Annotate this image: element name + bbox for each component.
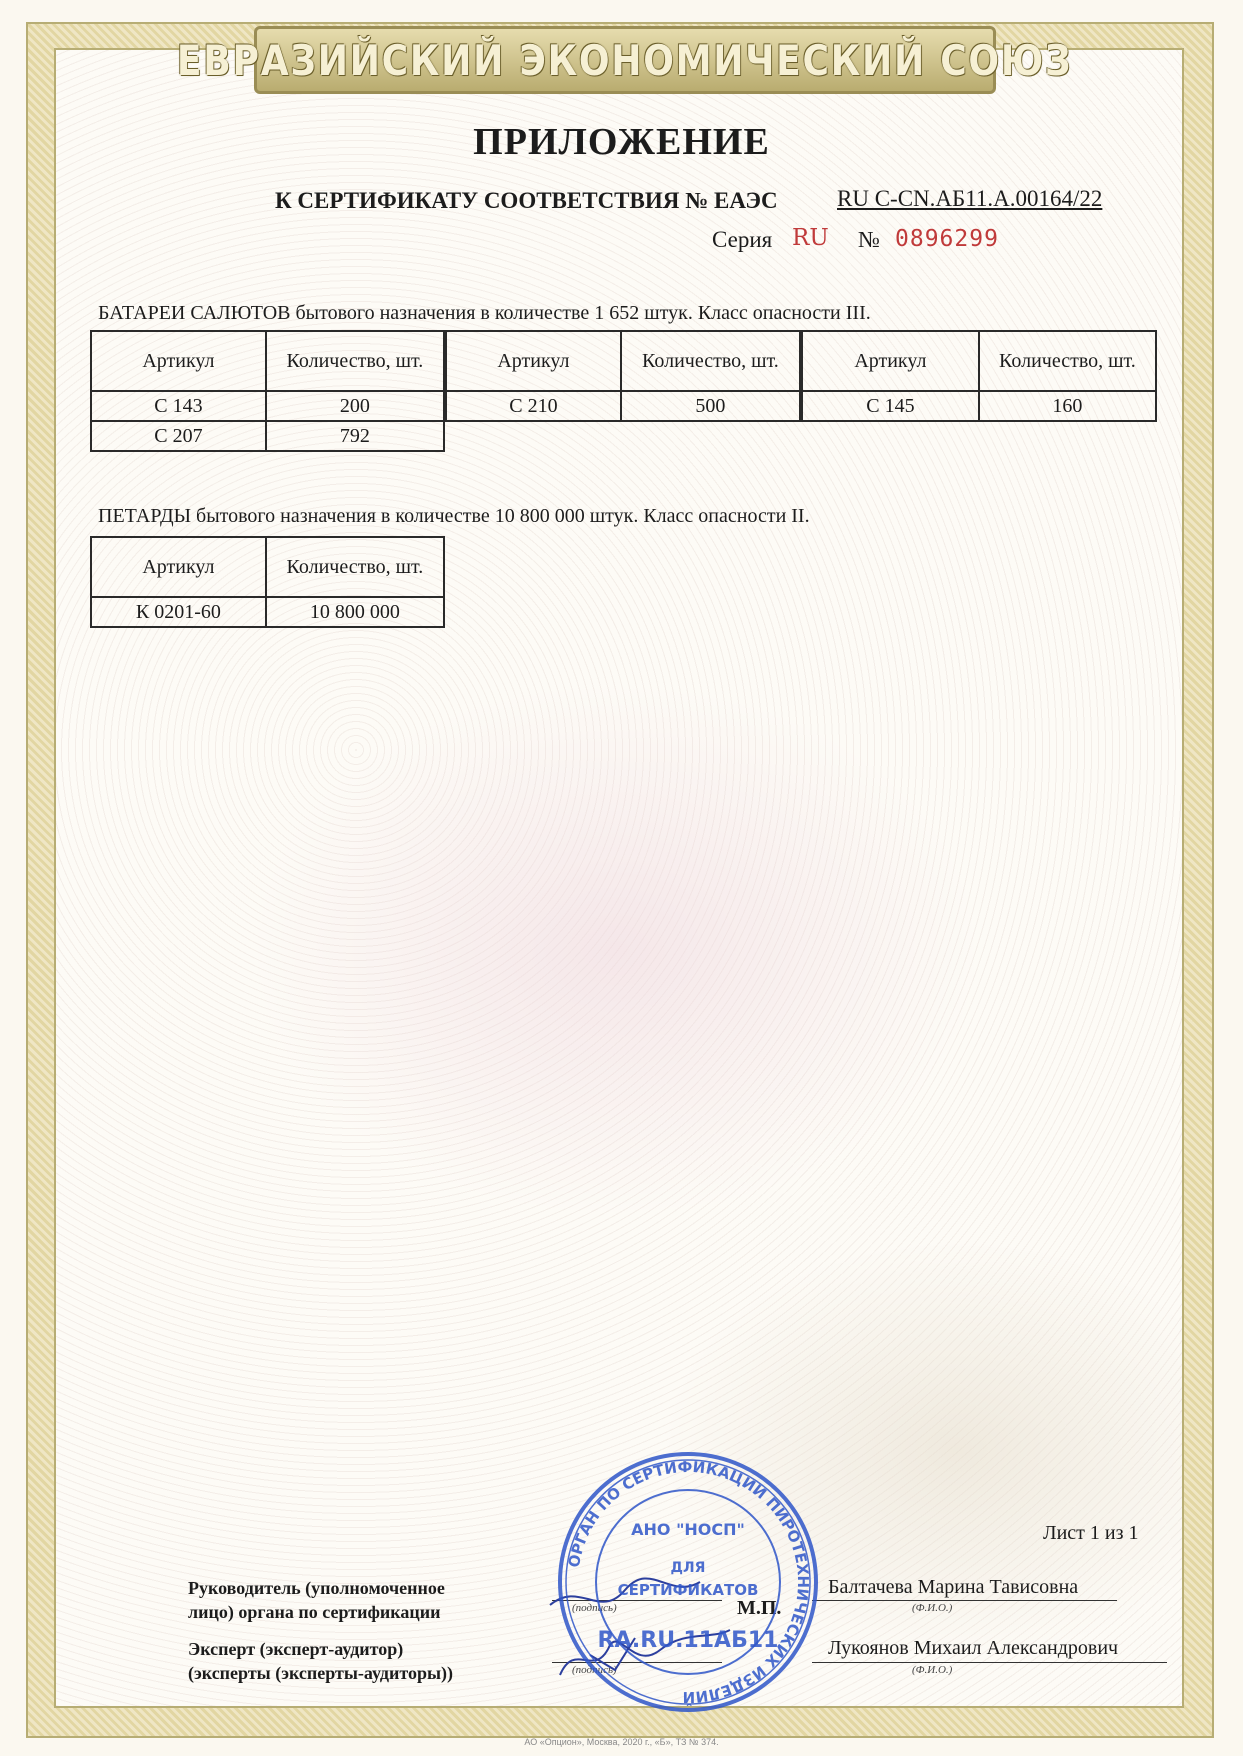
section-firecrackers-text: ПЕТАРДЫ бытового назначения в количестве 10 800 000 штук. Класс опасности II. — [98, 505, 810, 527]
batteries-table-2 — [445, 330, 801, 422]
column-header-article: Артикул — [802, 331, 979, 391]
section-batteries-text: БАТАРЕИ САЛЮТОВ бытового назначения в количестве 1 652 штук. Класс опасности III. — [98, 302, 871, 324]
column-header-article: Артикул — [91, 331, 266, 391]
series-value: RU — [792, 225, 829, 251]
column-header-article: Артикул — [91, 537, 266, 597]
expert-fio-line — [812, 1662, 1167, 1663]
head-fio-caption: (Ф.И.О.) — [912, 1602, 953, 1614]
cell-quantity: 10 800 000 — [266, 597, 444, 627]
stamp-code: RA.RU.11АБ11 — [597, 1628, 779, 1653]
table-row — [91, 391, 444, 421]
cell-article: С 210 — [446, 391, 621, 421]
form-number: 0896299 — [895, 226, 999, 252]
cell-article: С 143 — [91, 391, 266, 421]
number-label: № — [858, 227, 880, 252]
cell-quantity: 160 — [979, 391, 1156, 421]
cell-article: К 0201-60 — [91, 597, 266, 627]
table-row — [802, 391, 1156, 421]
table-row — [91, 597, 444, 627]
table-row — [446, 391, 800, 421]
stamp-org: АНО "НОСП" — [631, 1520, 745, 1539]
cell-quantity: 792 — [266, 421, 444, 451]
expert-label-line-1: Эксперт (эксперт-аудитор) — [188, 1639, 404, 1659]
firecrackers-table — [90, 536, 445, 628]
sheet-counter: Лист 1 из 1 — [1043, 1522, 1139, 1544]
head-label — [188, 1576, 445, 1624]
batteries-table-1 — [90, 330, 445, 452]
table-row — [91, 421, 444, 451]
expert-name: Лукоянов Михаил Александрович — [828, 1637, 1119, 1659]
head-label-line-2: лицо) органа по сертификации — [188, 1602, 441, 1622]
cell-article: С 207 — [91, 421, 266, 451]
head-label-line-1: Руководитель (уполномоченное — [188, 1578, 445, 1598]
batteries-table-3 — [801, 330, 1157, 422]
certificate-number: RU C-CN.АБ11.А.00164/22 — [837, 186, 1103, 211]
expert-label-line-2: (эксперты (эксперты-аудиторы)) — [188, 1663, 454, 1683]
column-header-quantity: Количество, шт. — [621, 331, 800, 391]
cell-quantity: 200 — [266, 391, 444, 421]
series-label: Серия — [712, 227, 773, 252]
page-title: ПРИЛОЖЕНИЕ — [473, 121, 770, 163]
cell-article: С 145 — [802, 391, 979, 421]
cell-quantity: 500 — [621, 391, 800, 421]
stamp-center-1: ДЛЯ — [670, 1560, 706, 1576]
subtitle: К СЕРТИФИКАТУ СООТВЕТСТВИЯ № ЕАЭС — [275, 188, 778, 213]
column-header-quantity: Количество, шт. — [979, 331, 1156, 391]
stamp-center-2: СЕРТИФИКАТОВ — [617, 1581, 759, 1599]
stamp-outer-text: ОРГАН ПО СЕРТИФИКАЦИИ ПИРОТЕХНИЧЕСКИХ ИЗДЕЛИЙ — [564, 1457, 813, 1707]
head-fio-line — [812, 1600, 1117, 1601]
banner-text: ЕВРАЗИЙСКИЙ ЭКОНОМИЧЕСКИЙ СОЮЗ — [177, 35, 1073, 85]
header-banner — [177, 26, 1073, 94]
head-signature-caption: (подпись) — [572, 1602, 617, 1614]
expert-label — [188, 1637, 453, 1685]
stamp-place: М.П. — [737, 1597, 782, 1619]
certification-stamp — [553, 1447, 823, 1717]
column-header-quantity: Количество, шт. — [266, 331, 444, 391]
head-name: Балтачева Марина Тависовна — [828, 1576, 1079, 1598]
expert-signature-caption: (подпись) — [572, 1664, 617, 1676]
column-header-article: Артикул — [446, 331, 621, 391]
column-header-quantity: Количество, шт. — [266, 537, 444, 597]
expert-fio-caption: (Ф.И.О.) — [912, 1664, 953, 1676]
printer-imprint: АО «Опцион», Москва, 2020 г., «Б», ТЗ № 374. — [524, 1737, 719, 1747]
